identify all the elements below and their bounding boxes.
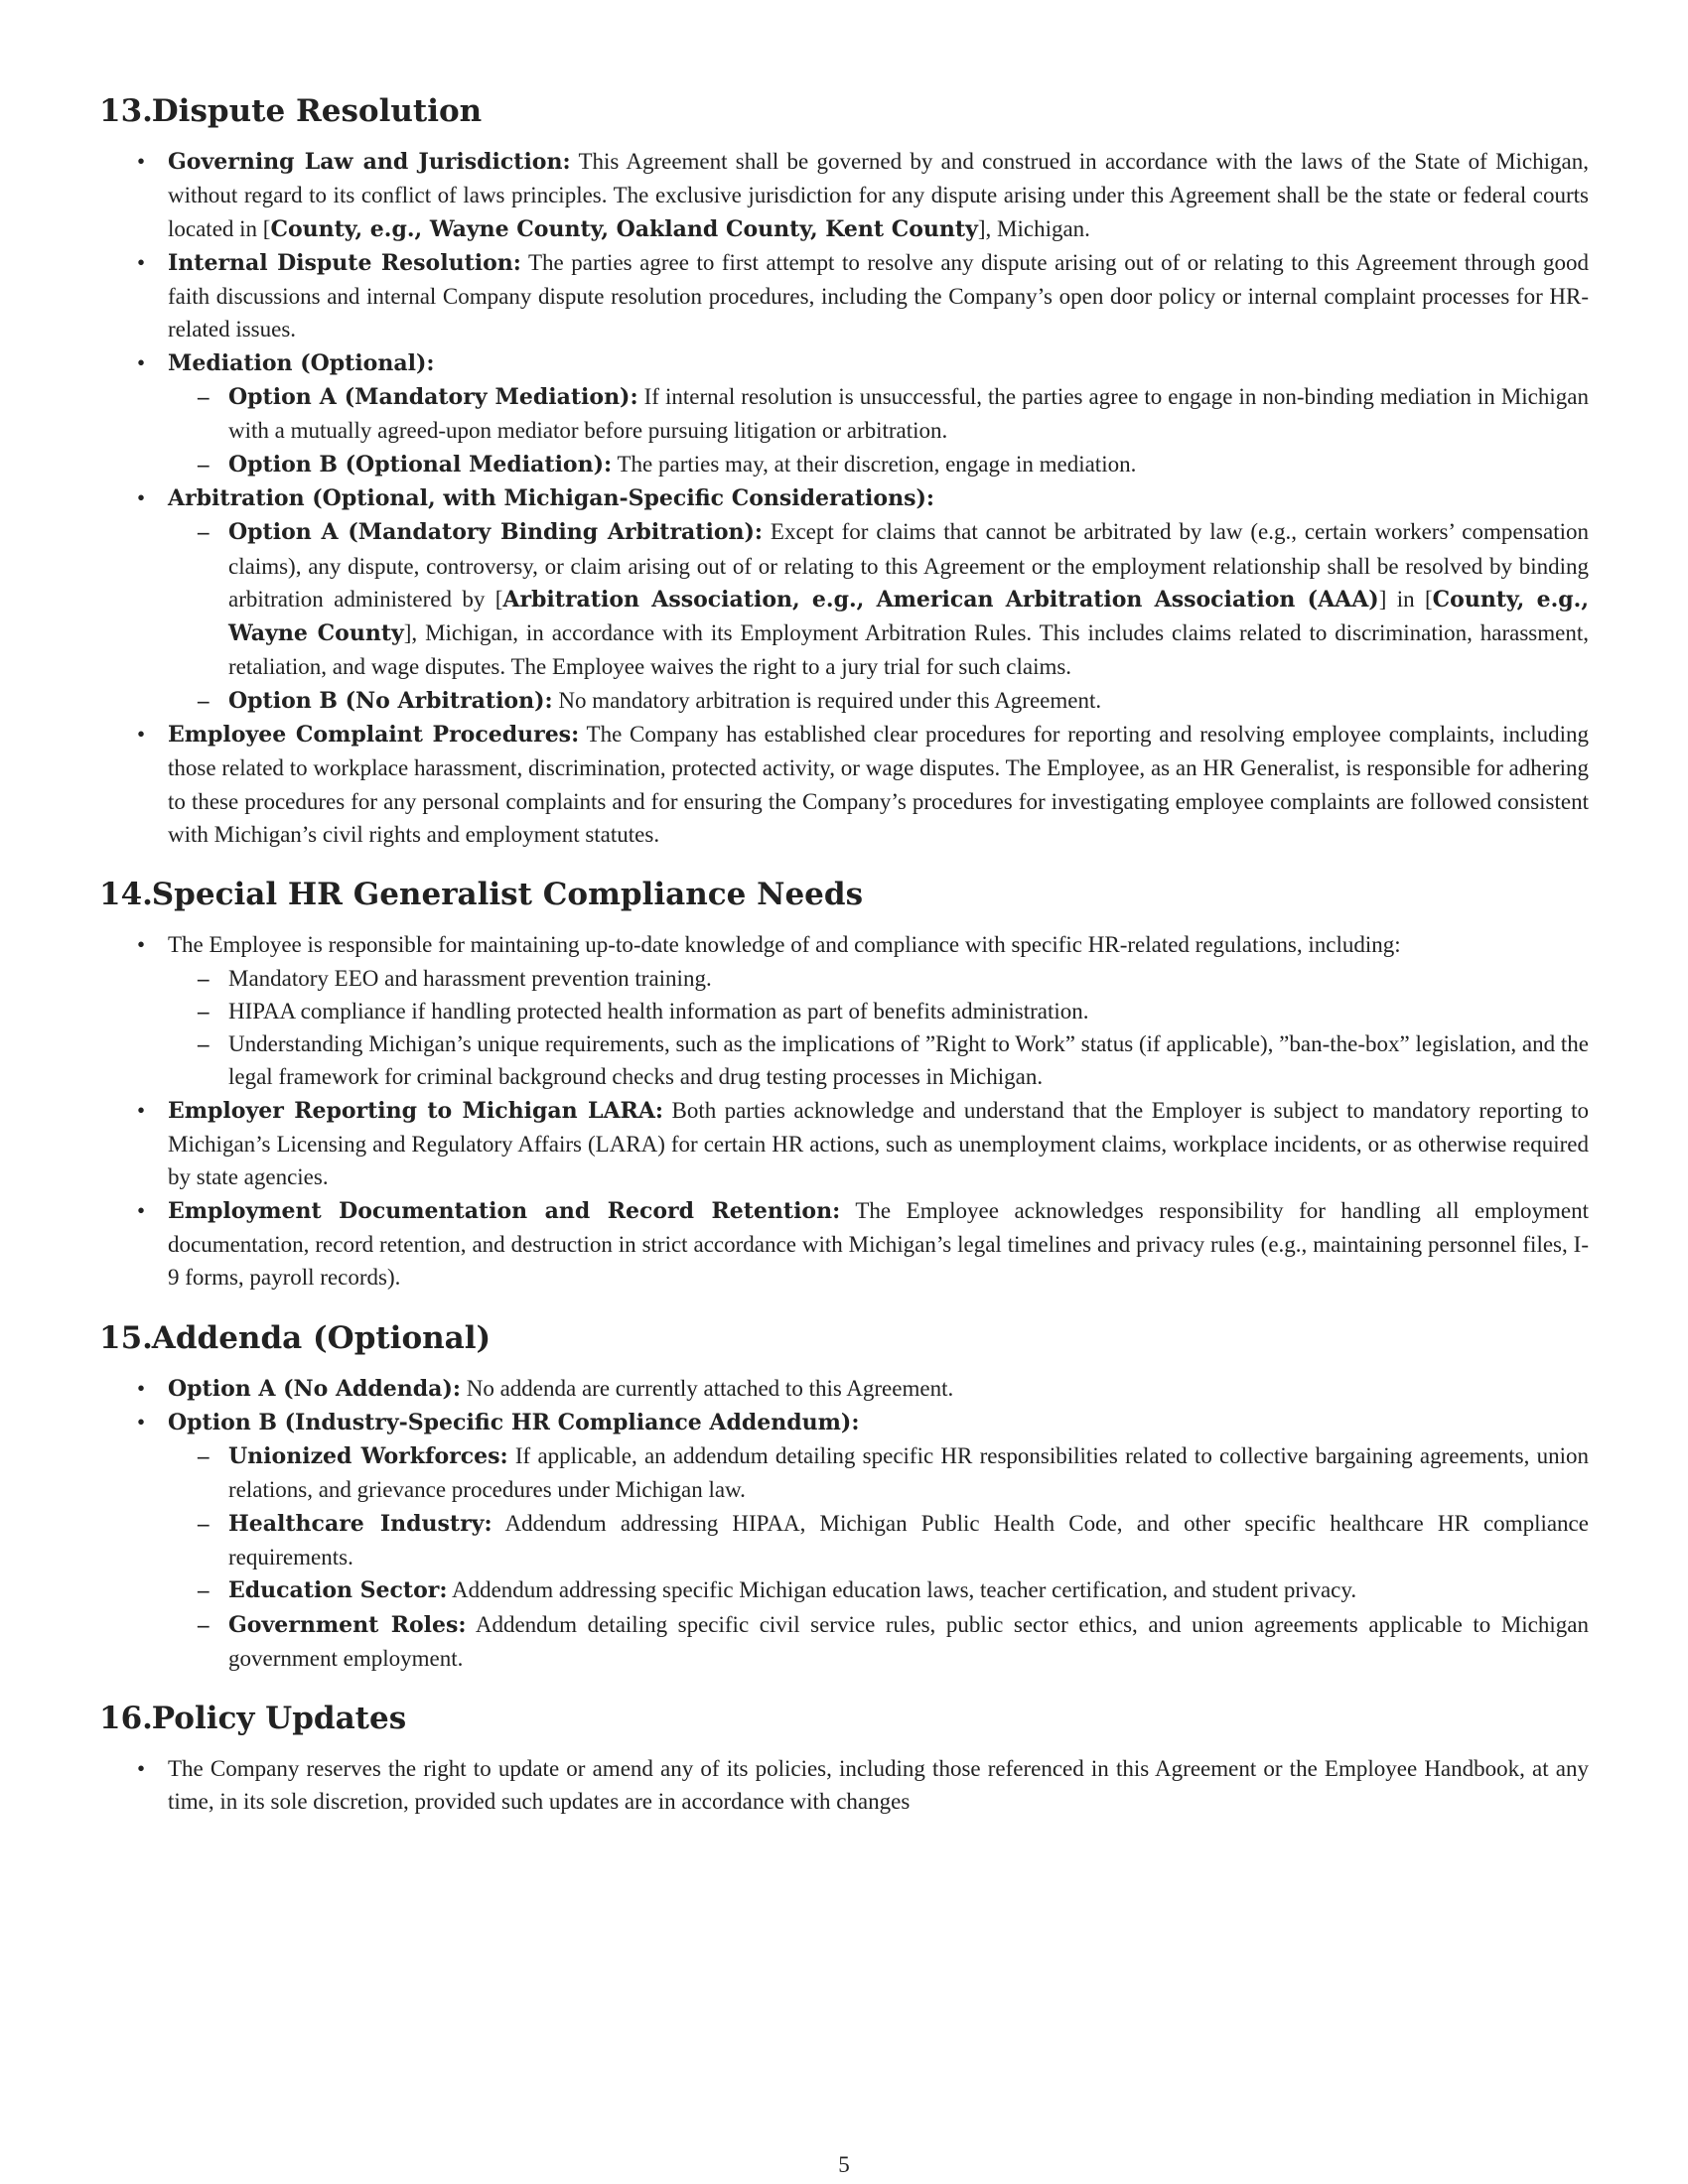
item-label: Employer Reporting to Michigan LARA: xyxy=(168,1097,664,1124)
item-label: Option A (Mandatory Mediation): xyxy=(228,384,638,411)
list-item xyxy=(168,481,1589,718)
list-item: • The Company reserves the right to update or amend any of its policies, including those referenced in this Agreement or the Employee Handbook, at any time, in its sole discretion, provided such updates are in accordance with changes xyxy=(168,1752,1589,1819)
item-text: Addendum addressing specific Michigan education laws, teacher certification, and student privacy. xyxy=(447,1577,1357,1603)
item-text: The Company has established clear procedures for reporting and resolving employee complaints, including those related to workplace harassment, discrimination, protected activity, or wage disputes. The Employee, as an HR Generalist, is responsible for adhering to these procedures for any personal complaints and for ensuring the Company’s procedures for investigating employee complaints are followed consistent with Michigan’s civil rights and employment statutes. xyxy=(168,722,1590,847)
list-item xyxy=(168,1406,1589,1675)
sub-list-item: – HIPAA compliance if handling protected health information as part of benefits administration. xyxy=(228,995,1589,1027)
list-item xyxy=(168,718,1589,851)
item-text: No mandatory arbitration is required under this Agreement. xyxy=(552,687,1102,713)
item-text: Addendum addressing HIPAA, Michigan Public Health Code, and other specific healthcare HR compliance requirements. xyxy=(228,1510,1589,1570)
list-item xyxy=(168,346,1589,481)
section-heading xyxy=(99,1699,1589,1738)
item-label: Arbitration (Optional, with Michigan-Specific Considerations): xyxy=(168,484,934,511)
list-item xyxy=(168,928,1589,1093)
item-text: The parties may, at their discretion, engage in mediation. xyxy=(612,451,1137,477)
section-number: 16. xyxy=(99,1701,153,1737)
section-13 xyxy=(99,91,1589,851)
item-bold: Arbitration Association, e.g., American Arbitration Association (AAA) xyxy=(502,586,1379,613)
list-item xyxy=(168,145,1589,246)
sub-list-item xyxy=(228,1573,1589,1607)
section-title: Addenda (Optional) xyxy=(151,1319,492,1356)
section-title: Special HR Generalist Compliance Needs xyxy=(151,877,864,913)
sub-list-item: – Understanding Michigan’s unique requirements, such as the implications of ”Right to Work” status (if applicable), ”ban-the-box” legislation, and the legal framework for criminal background checks and drug testing processes in Michigan. xyxy=(228,1027,1589,1094)
list-item xyxy=(168,1194,1589,1295)
item-text: The Employee acknowledges responsibility for handling all employment documentation, record retention, and destruction in strict accordance with Michigan’s legal timelines and privacy rules (e.g., maintaining personnel files, I-9 forms, payroll records). xyxy=(168,1197,1589,1291)
sub-list xyxy=(168,515,1589,718)
item-label: Employment Documentation and Record Retention: xyxy=(168,1197,841,1224)
section-16 xyxy=(99,1699,1589,1819)
item-text: The parties agree to first attempt to resolve any dispute arising out of or relating to this Agreement through good faith discussions and internal Company dispute resolution procedures, including the Company’s open door policy or internal complaint processes for HR-related issues. xyxy=(168,249,1589,342)
section-number: 13. xyxy=(99,93,153,129)
item-label: Option A (Mandatory Binding Arbitration): xyxy=(228,519,764,546)
item-text: This Agreement shall be governed by and construed in accordance with the laws of the State of Michigan, without regard to its conflict of laws principles. The exclusive jurisdiction for any dispute arising under this Agreement shall be the state or federal courts located in [ xyxy=(168,149,1589,241)
section-14 xyxy=(99,875,1589,1294)
sub-list xyxy=(168,380,1589,481)
list-item xyxy=(168,1094,1589,1194)
section-heading xyxy=(99,875,1589,914)
bullet-list xyxy=(99,928,1589,1294)
list-item xyxy=(168,246,1589,346)
item-label: Employee Complaint Procedures: xyxy=(168,722,580,749)
list-item xyxy=(168,1372,1589,1406)
item-label: Governing Law and Jurisdiction: xyxy=(168,149,571,175)
item-label: Option B (Industry-Specific HR Compliance Addendum): xyxy=(168,1409,860,1435)
item-label: Mediation (Optional): xyxy=(168,349,435,376)
item-bold: County, e.g., Wayne County xyxy=(228,586,1589,647)
item-label: Education Sector: xyxy=(228,1577,448,1604)
item-label: Unionized Workforces: xyxy=(228,1443,508,1470)
item-text: Except for claims that cannot be arbitrated by law (e.g., certain workers’ compensation claims), any dispute, controversy, or claim arising out of or relating to this Agreement or the employment relationship shall be resolved by binding arbitration administered by [ xyxy=(228,519,1589,612)
section-number: 14. xyxy=(99,877,153,913)
sub-list-item: – Mandatory EEO and harassment prevention training. xyxy=(228,962,1589,995)
sub-list-item xyxy=(228,380,1589,448)
section-heading xyxy=(99,1318,1589,1358)
item-text: No addenda are currently attached to this Agreement. xyxy=(460,1375,954,1401)
sub-list xyxy=(168,962,1589,1094)
section-number: 15. xyxy=(99,1319,153,1356)
section-heading xyxy=(99,91,1589,131)
section-title: Policy Updates xyxy=(151,1701,407,1737)
item-text: If internal resolution is unsuccessful, the parties agree to engage in non-binding mediation in Michigan with a mutually agreed-upon mediator before pursuing litigation or arbitration. xyxy=(228,384,1589,444)
sub-list xyxy=(168,1439,1589,1675)
item-label: Internal Dispute Resolution: xyxy=(168,249,521,276)
item-bold: County, e.g., Wayne County, Oakland County, Kent County xyxy=(270,215,978,242)
item-text: ], Michigan, in accordance with its Employment Arbitration Rules. This includes claims related to discrimination, harassment, retaliation, and wage disputes. The Employee waives the right to a jury trial for such claims. xyxy=(228,620,1589,680)
document-page xyxy=(99,91,1589,1843)
sub-list-item xyxy=(228,1439,1589,1507)
item-label: Healthcare Industry: xyxy=(228,1510,492,1537)
bullet-list xyxy=(99,1752,1589,1819)
item-label: Option B (Optional Mediation): xyxy=(228,451,613,478)
item-text: If applicable, an addendum detailing specific HR responsibilities related to collective bargaining agreements, union relations, and grievance procedures under Michigan law. xyxy=(228,1443,1589,1503)
page-number: 5 xyxy=(838,2152,850,2177)
bullet-list xyxy=(99,145,1589,851)
section-title: Dispute Resolution xyxy=(151,93,483,129)
item-text: ], Michigan. xyxy=(977,215,1090,241)
item-label: Government Roles: xyxy=(228,1611,467,1638)
item-text: Addendum detailing specific civil service rules, public sector ethics, and union agreements applicable to Michigan government employment. xyxy=(228,1611,1589,1671)
bullet-list xyxy=(99,1372,1589,1676)
sub-list-item xyxy=(228,448,1589,481)
sub-list-item xyxy=(228,684,1589,718)
item-text: The Employee is responsible for maintaining up-to-date knowledge of and compliance with specific HR-related regulations, including: xyxy=(168,932,1401,958)
item-text: ] in [ xyxy=(1378,586,1433,612)
item-label: Option A (No Addenda): xyxy=(168,1375,461,1402)
item-label: Option B (No Arbitration): xyxy=(228,687,553,714)
item-text: Both parties acknowledge and understand that the Employer is subject to mandatory reporting to Michigan’s Licensing and Regulatory Affairs (LARA) for certain HR actions, such as unemployment claims, workplace incidents, or as otherwise required by state agencies. xyxy=(168,1097,1590,1190)
sub-list-item xyxy=(228,515,1589,683)
section-15 xyxy=(99,1318,1589,1676)
sub-list-item xyxy=(228,1608,1589,1676)
sub-list-item xyxy=(228,1507,1589,1574)
